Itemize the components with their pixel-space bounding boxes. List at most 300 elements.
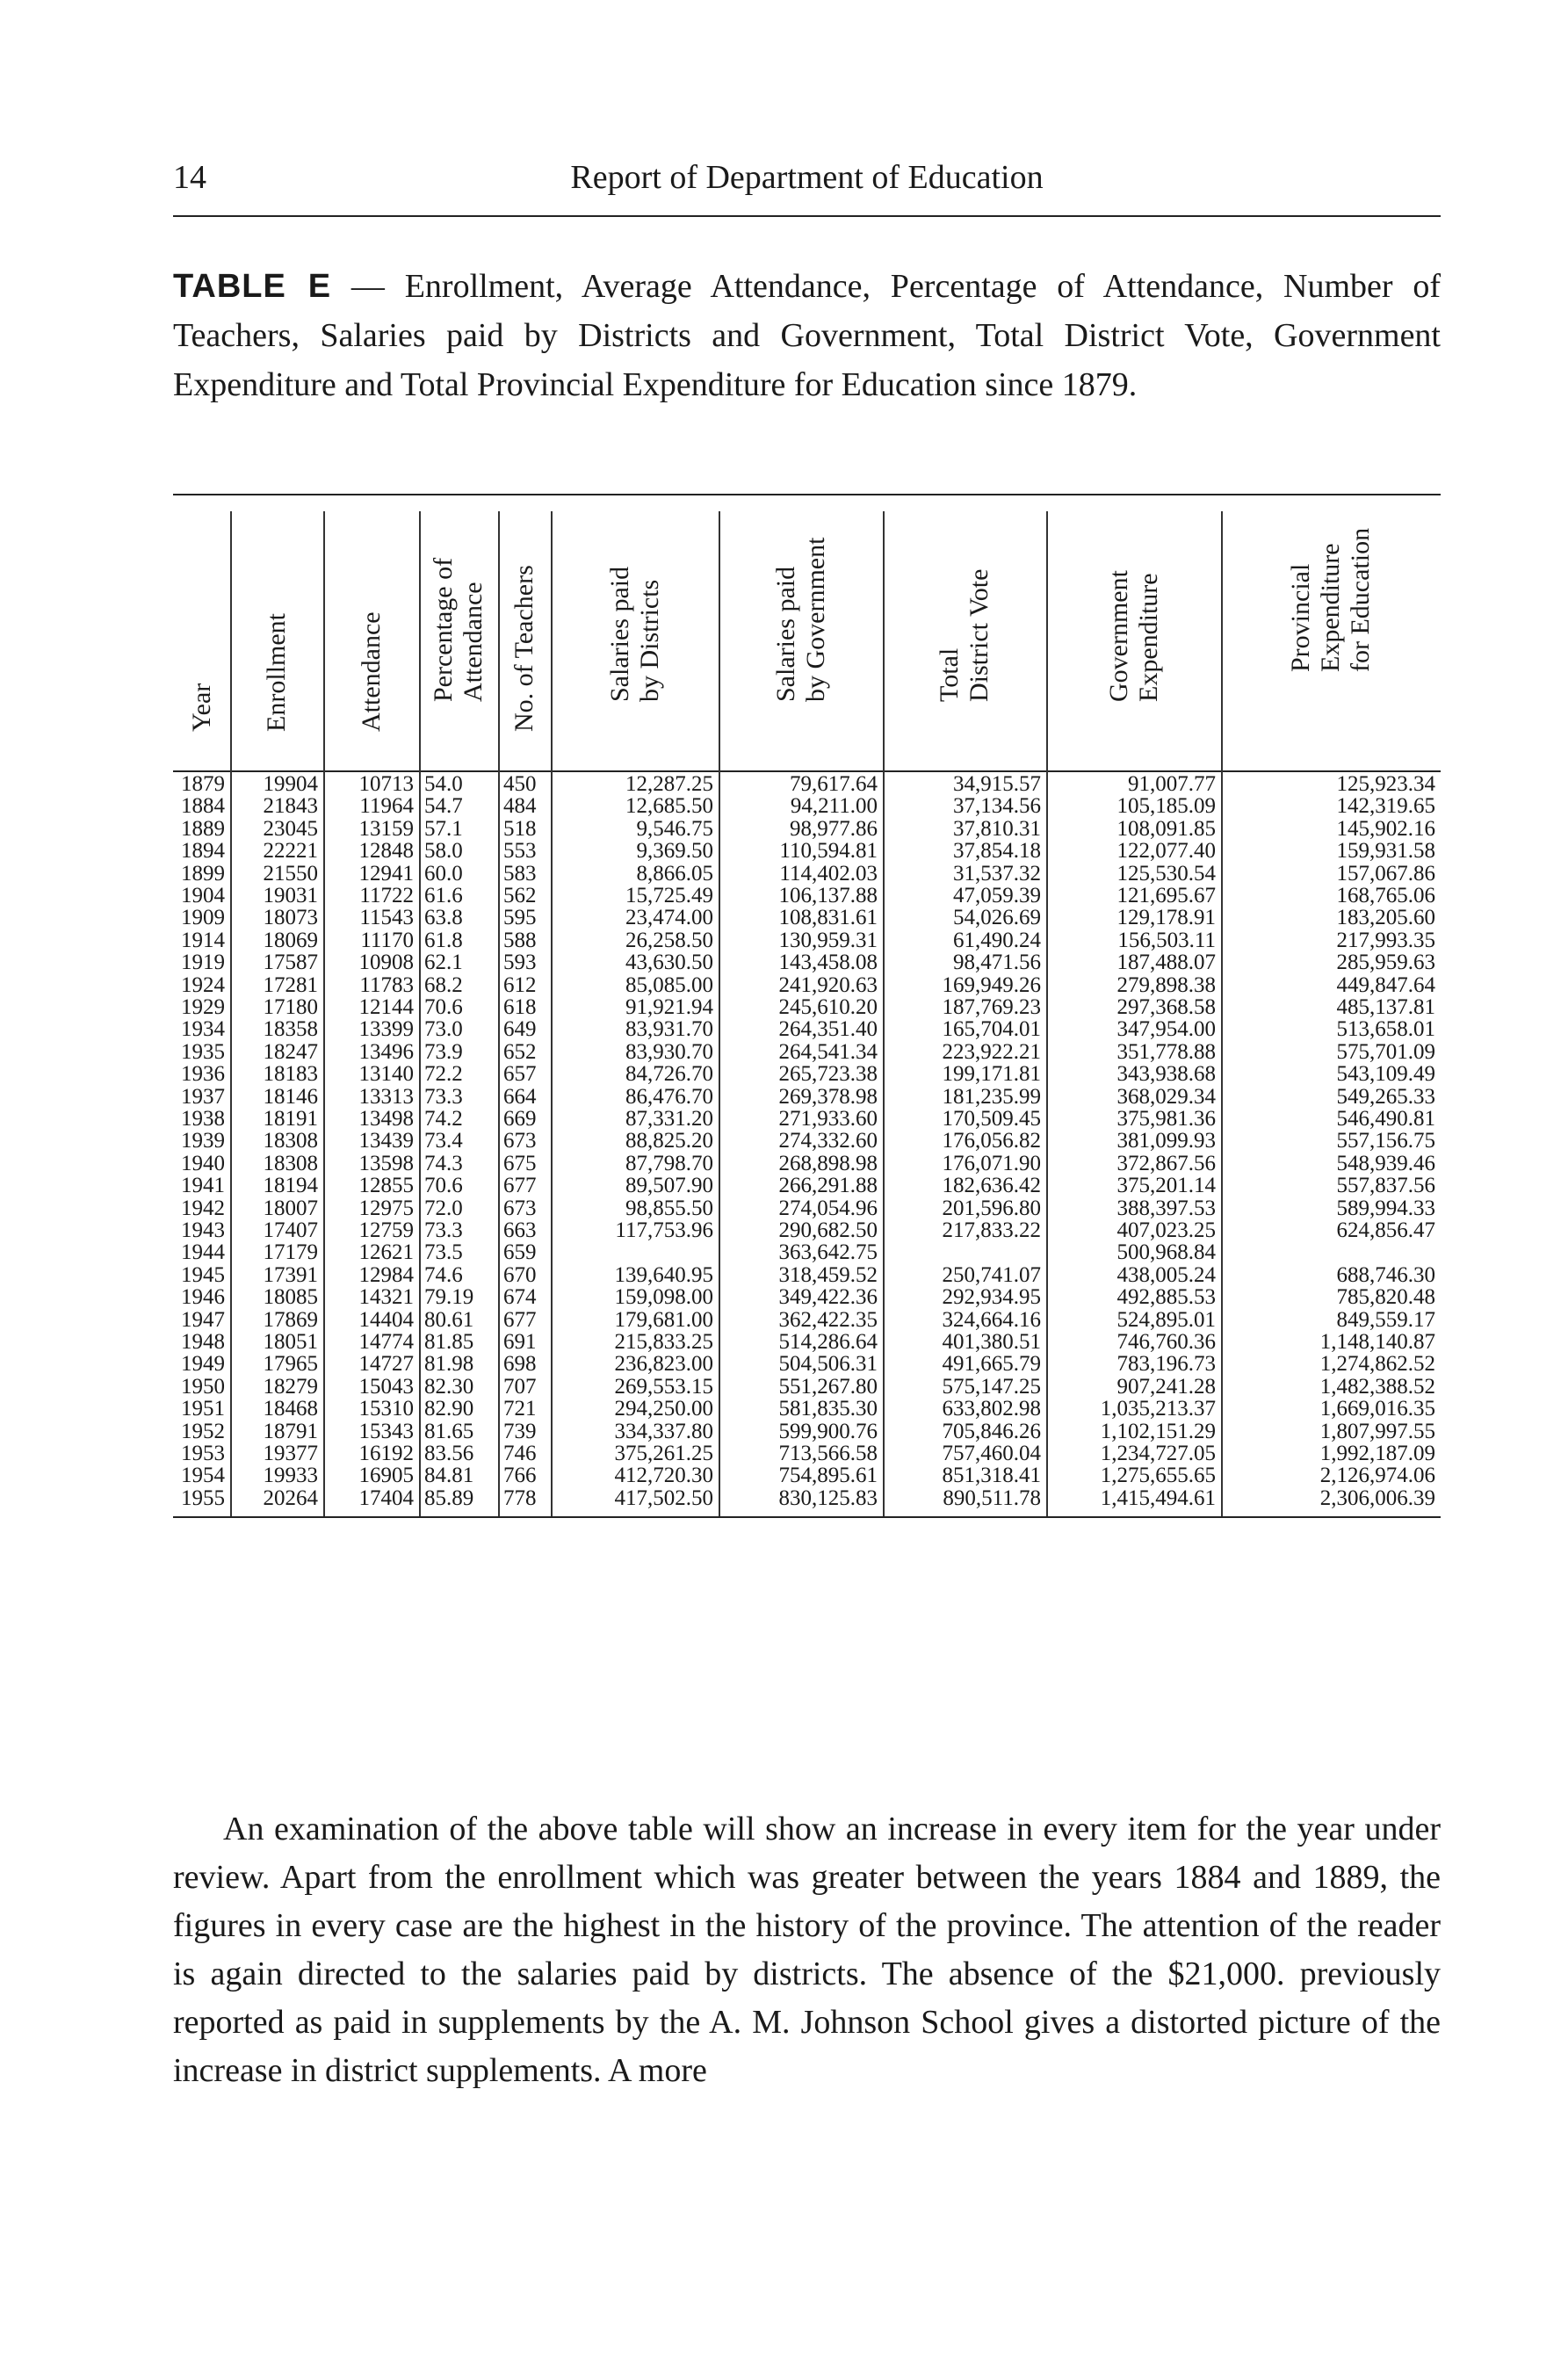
table-cell: 16905: [358, 1464, 414, 1488]
table-cell: 70.6: [424, 1174, 463, 1198]
table-cell: 236,823.00: [614, 1352, 713, 1377]
table-cell: 62.1: [424, 951, 463, 975]
table-cell: 698: [503, 1352, 537, 1377]
table-cell: 57.1: [424, 816, 463, 841]
table-cell: 657: [503, 1062, 537, 1087]
table-cell: 624,856.47: [1336, 1218, 1435, 1242]
column-header-label: No. of Teachers: [509, 565, 538, 732]
table-cell: 9,546.75: [636, 816, 713, 841]
table-cell: 739: [503, 1419, 537, 1443]
table-cell: 83,931.70: [625, 1017, 713, 1042]
table-cell: 11722: [359, 884, 414, 907]
table-cell: 368,029.34: [1116, 1084, 1216, 1109]
table-row: [173, 1086, 1441, 1108]
table-cell: 1939: [181, 1129, 225, 1153]
table-cell: 61,490.24: [953, 928, 1041, 952]
table-cell: 11543: [359, 906, 414, 930]
table-cell: 633,802.98: [942, 1397, 1041, 1421]
table-cell: 18279: [263, 1374, 318, 1399]
table-cell: 17869: [263, 1307, 318, 1332]
table-cell: 347,954.00: [1116, 1017, 1216, 1042]
table-cell: 1942: [181, 1196, 225, 1220]
table-cell: 61.6: [424, 884, 463, 907]
table-cell: 18308: [263, 1129, 318, 1153]
table-cell: 23045: [263, 816, 318, 841]
table-cell: 125,530.54: [1116, 861, 1216, 886]
column-header-label: Year: [186, 683, 216, 732]
table-row: [173, 907, 1441, 929]
table-row: [173, 996, 1441, 1018]
table-cell: 43,630.50: [625, 951, 713, 975]
table-cell: 10713: [358, 772, 414, 796]
table-cell: 12848: [358, 839, 414, 864]
table-cell: 688,746.30: [1336, 1262, 1435, 1287]
table-cell: 549,265.33: [1336, 1084, 1435, 1109]
table-cell: 217,833.22: [942, 1218, 1041, 1242]
table-cell: 375,981.36: [1116, 1107, 1216, 1131]
table-cell: 785,820.48: [1336, 1285, 1435, 1310]
table-cell: 16192: [358, 1442, 414, 1465]
table-cell: 438,005.24: [1116, 1262, 1216, 1287]
table-cell: 1944: [181, 1240, 225, 1265]
table-cell: 266,291.88: [778, 1174, 878, 1198]
table-cell: 108,831.61: [778, 906, 878, 930]
table-cell: 245,610.20: [778, 995, 878, 1019]
table-cell: 1950: [181, 1374, 225, 1399]
table-cell: 757,460.04: [942, 1442, 1041, 1465]
table-row: [173, 1041, 1441, 1063]
table-cell: 599,900.76: [778, 1419, 878, 1443]
table-cell: 74.6: [424, 1262, 463, 1287]
table-cell: 1935: [181, 1039, 225, 1064]
table-cell: 13498: [358, 1107, 414, 1131]
table-cell: 80.61: [424, 1307, 474, 1332]
table-cell: 274,054.96: [778, 1196, 878, 1220]
table-cell: 130,959.31: [778, 928, 878, 952]
table-cell: 15343: [358, 1419, 414, 1443]
table-cell: 721: [503, 1397, 537, 1421]
table-cell: 117,753.96: [615, 1218, 713, 1242]
column-header-label: Provincial Expenditure for Education: [1286, 527, 1375, 672]
table-cell: 22221: [263, 839, 318, 864]
table-cell: 82.90: [424, 1397, 474, 1421]
table-row: [173, 840, 1441, 862]
table-cell: 169,949.26: [942, 972, 1041, 997]
table-cell: 13496: [358, 1039, 414, 1064]
table-cell: 19031: [263, 884, 318, 907]
table-cell: 849,559.17: [1336, 1307, 1435, 1332]
table-cell: 125,923.34: [1336, 772, 1435, 796]
table-cell: 1936: [181, 1062, 225, 1087]
table-cell: 19377: [263, 1442, 318, 1465]
column-header: [1221, 497, 1441, 762]
table-cell: 851,318.41: [942, 1464, 1041, 1488]
table-cell: 659: [503, 1240, 537, 1265]
table-cell: 12855: [358, 1174, 414, 1198]
table-cell: 85.89: [424, 1486, 474, 1510]
table-cell: 15,725.49: [625, 884, 713, 907]
table-cell: 1945: [181, 1262, 225, 1287]
table-cell: 187,488.07: [1116, 951, 1216, 975]
column-header: [419, 497, 498, 762]
column-header-label: Percentage of Attendance: [429, 557, 488, 702]
table-cell: 73.5: [424, 1240, 463, 1265]
table-cell: 129,178.91: [1116, 906, 1216, 930]
table-row: [173, 1398, 1441, 1420]
table-cell: 1914: [181, 928, 225, 952]
table-cell: 8,866.05: [636, 861, 713, 886]
table-cell: 241,920.63: [778, 972, 878, 997]
table-cell: 31,537.32: [953, 861, 1041, 886]
table-cell: 1952: [181, 1419, 225, 1443]
table-cell: 17407: [263, 1218, 318, 1242]
table-cell: 669: [503, 1107, 537, 1131]
table-cell: 61.8: [424, 928, 463, 952]
table-cell: 98,855.50: [625, 1196, 713, 1220]
table-cell: 182,636.42: [942, 1174, 1041, 1198]
column-header: [323, 497, 419, 762]
table-cell: 1,035,213.37: [1100, 1397, 1216, 1421]
table-cell: 54,026.69: [953, 906, 1041, 930]
table-cell: 98,977.86: [790, 816, 878, 841]
table-cell: 589,994.33: [1336, 1196, 1435, 1220]
table-cell: 82.30: [424, 1374, 474, 1399]
table-cell: 87,331.20: [625, 1107, 713, 1131]
table-row: [173, 1309, 1441, 1331]
table-cell: 1884: [181, 794, 225, 819]
table-cell: 1934: [181, 1017, 225, 1042]
table-cell: 37,134.56: [953, 794, 1041, 819]
table-cell: 546,490.81: [1336, 1107, 1435, 1131]
table-cell: 139,640.95: [614, 1262, 713, 1287]
table-cell: 362,422.35: [778, 1307, 878, 1332]
table-cell: 19904: [263, 772, 318, 796]
table-cell: 417,502.50: [614, 1486, 713, 1510]
table-cell: 157,067.86: [1336, 861, 1435, 886]
table-cell: 83.56: [424, 1442, 474, 1465]
table-cell: 89,507.90: [625, 1174, 713, 1198]
table-cell: 1948: [181, 1330, 225, 1354]
header-rule: [173, 215, 1441, 217]
table-cell: 349,422.36: [778, 1285, 878, 1310]
table-cell: 181,235.99: [942, 1084, 1041, 1109]
table-cell: 401,380.51: [942, 1330, 1041, 1354]
table-cell: 264,351.40: [778, 1017, 878, 1042]
table-cell: 677: [503, 1307, 537, 1332]
table-cell: 121,695.67: [1116, 884, 1216, 907]
table-cell: 265,723.38: [778, 1062, 878, 1087]
table-cell: 274,332.60: [778, 1129, 878, 1153]
table-cell: 145,902.16: [1336, 816, 1435, 841]
table-cell: 1,234,727.05: [1100, 1442, 1216, 1465]
table-cell: 1,807,997.55: [1319, 1419, 1435, 1443]
table-cell: 1,669,016.35: [1319, 1397, 1435, 1421]
table-cell: 1909: [181, 906, 225, 930]
table-row: [173, 1219, 1441, 1241]
body-paragraph: An examination of the above table will show an increase in every item for the year under review. Apart from the enrollment which was greater between the years 1884 and 1889, the figures in every case are the highest in the history of the province. The attention of the reader is again directed to the salaries paid by districts. The absence of the $21,000. previously reported as paid in supplements by the A. M. Johnson School gives a distorted picture of the increase in district supplements. A more: [173, 1811, 1441, 2089]
table-row: [173, 863, 1441, 885]
table-cell: 557,837.56: [1336, 1174, 1435, 1198]
table-cell: 11783: [359, 972, 414, 997]
table-cell: 1,148,140.87: [1319, 1330, 1435, 1354]
table-cell: 179,681.00: [614, 1307, 713, 1332]
table-cell: 334,337.80: [614, 1419, 713, 1443]
table-cell: 381,099.93: [1116, 1129, 1216, 1153]
table-cell: 677: [503, 1174, 537, 1198]
table-cell: 649: [503, 1017, 537, 1042]
column-header: [1046, 497, 1221, 762]
table-row: [173, 1353, 1441, 1375]
table-cell: 176,056.82: [942, 1129, 1041, 1153]
table-cell: 165,704.01: [942, 1017, 1041, 1042]
table-cell: 20264: [263, 1486, 318, 1510]
table-cell: 1953: [181, 1442, 225, 1465]
column-header: [173, 497, 230, 762]
column-header-label: Salaries paid by Government: [770, 537, 830, 702]
table-row: [173, 1130, 1441, 1152]
table-row: [173, 974, 1441, 996]
table-cell: 91,007.77: [1128, 772, 1216, 796]
table-cell: 18085: [263, 1285, 318, 1310]
table-cell: 79.19: [424, 1285, 474, 1310]
table-cell: 783,196.73: [1116, 1352, 1216, 1377]
table-cell: 1946: [181, 1285, 225, 1310]
table-cell: 54.7: [424, 794, 463, 819]
table-cell: 713,566.58: [778, 1442, 878, 1465]
table-cell: 1,275,655.65: [1100, 1464, 1216, 1488]
table-cell: 1937: [181, 1084, 225, 1109]
page-header: [173, 158, 1441, 207]
table-cell: 106,137.88: [778, 884, 878, 907]
table-cell: 1951: [181, 1397, 225, 1421]
table-cell: 156,503.11: [1117, 928, 1216, 952]
table-cell: 142,319.65: [1336, 794, 1435, 819]
table-cell: 159,931.58: [1336, 839, 1435, 864]
table-cell: 34,915.57: [953, 772, 1041, 796]
table-cell: 72.0: [424, 1196, 463, 1220]
table-cell: 9,369.50: [636, 839, 713, 864]
table-cell: 269,553.15: [614, 1374, 713, 1399]
table-cell: 271,933.60: [778, 1107, 878, 1131]
column-header-label: Attendance: [356, 611, 386, 732]
table-cell: 217,993.35: [1336, 928, 1435, 952]
column-header-label: Total District Vote: [935, 568, 994, 702]
caption-text: Enrollment, Average Attendance, Percentage of Attendance, Number of Teachers, Salaries paid by Districts and Government, Total District Vote, Government Expenditure and Total Provincial Expenditure for Education since 1879.: [173, 268, 1442, 403]
table-cell: 108,091.85: [1116, 816, 1216, 841]
table-cell: 14404: [358, 1307, 414, 1332]
table-cell: 74.2: [424, 1107, 463, 1131]
table-cell: 500,968.84: [1116, 1240, 1216, 1265]
table-cell: 13439: [358, 1129, 414, 1153]
table-cell: 1904: [181, 884, 225, 907]
table-cell: 68.2: [424, 972, 463, 997]
table-cell: 70.6: [424, 995, 463, 1019]
table-cell: 1938: [181, 1107, 225, 1131]
table-cell: 670: [503, 1262, 537, 1287]
table-cell: 543,109.49: [1336, 1062, 1435, 1087]
table-cell: 17180: [263, 995, 318, 1019]
table-cell: 1,992,187.09: [1319, 1442, 1435, 1465]
table-cell: 1924: [181, 972, 225, 997]
table-row: [173, 1331, 1441, 1353]
table-cell: 830,125.83: [778, 1486, 878, 1510]
table-cell: 18247: [263, 1039, 318, 1064]
table-row: [173, 1464, 1441, 1486]
table-cell: 1954: [181, 1464, 225, 1488]
table-cell: 2,126,974.06: [1319, 1464, 1435, 1488]
table-cell: 17965: [263, 1352, 318, 1377]
table-cell: 13140: [358, 1062, 414, 1087]
table-row: [173, 1175, 1441, 1196]
table-cell: 279,898.38: [1116, 972, 1216, 997]
column-header-label: Salaries paid by Districts: [604, 566, 664, 702]
table-cell: 13313: [358, 1084, 414, 1109]
table-cell: 199,171.81: [942, 1062, 1041, 1087]
column-header-label: Enrollment: [262, 613, 291, 732]
table-cell: 575,701.09: [1336, 1039, 1435, 1064]
table-cell: 375,261.25: [614, 1442, 713, 1465]
table-row: [173, 929, 1441, 951]
table-cell: 14774: [358, 1330, 414, 1354]
column-header: [883, 497, 1046, 762]
table-cell: 324,664.16: [942, 1307, 1041, 1332]
table-cell: 705,846.26: [942, 1419, 1041, 1443]
table-cell: 1899: [181, 861, 225, 886]
table-cell: 294,250.00: [614, 1397, 713, 1421]
table-cell: 318,459.52: [778, 1262, 878, 1287]
table-cell: 1943: [181, 1218, 225, 1242]
table-cell: 23,474.00: [625, 906, 713, 930]
table-cell: 675: [503, 1151, 537, 1175]
table-cell: 707: [503, 1374, 537, 1399]
table-cell: 143,458.08: [778, 951, 878, 975]
table-cell: 754,895.61: [778, 1464, 878, 1488]
table-row: [173, 1063, 1441, 1085]
table-cell: 17179: [263, 1240, 318, 1265]
table-cell: 37,810.31: [953, 816, 1041, 841]
column-header: [230, 497, 323, 762]
table-cell: 88,825.20: [625, 1129, 713, 1153]
table-bottom-rule: [173, 1516, 1441, 1518]
table-cell: 19933: [263, 1464, 318, 1488]
table-cell: 17281: [263, 972, 318, 997]
table-cell: 292,934.95: [942, 1285, 1041, 1310]
table-row: [173, 1018, 1441, 1040]
table-row: [173, 1421, 1441, 1442]
table-cell: 491,665.79: [942, 1352, 1041, 1377]
table-cell: 663: [503, 1218, 537, 1242]
table-cell: 575,147.25: [942, 1374, 1041, 1399]
table-cell: 201,596.80: [942, 1196, 1041, 1220]
table-cell: 449,847.64: [1336, 972, 1435, 997]
table-row: [173, 1442, 1441, 1464]
table-cell: 363,642.75: [778, 1240, 878, 1265]
table-cell: 73.3: [424, 1218, 463, 1242]
table-cell: 12759: [358, 1218, 414, 1242]
table-cell: 81.98: [424, 1352, 474, 1377]
table-label: TABLE E: [173, 268, 332, 305]
table-cell: 766: [503, 1464, 537, 1488]
table-caption: [173, 262, 1441, 409]
table-cell: 72.2: [424, 1062, 463, 1087]
table-cell: 618: [503, 995, 537, 1019]
table-cell: 285,959.63: [1336, 951, 1435, 975]
table-cell: 37,854.18: [953, 839, 1041, 864]
table-cell: 215,833.25: [614, 1330, 713, 1354]
table-cell: 73.9: [424, 1039, 463, 1064]
table-cell: 1,274,862.52: [1319, 1352, 1435, 1377]
table-cell: 15310: [358, 1397, 414, 1421]
table-cell: 372,867.56: [1116, 1151, 1216, 1175]
body-text: [173, 1805, 1441, 2095]
table-cell: 1889: [181, 816, 225, 841]
table-cell: 13598: [358, 1151, 414, 1175]
table-cell: 15043: [358, 1374, 414, 1399]
table-cell: 18191: [263, 1107, 318, 1131]
table-row: [173, 1487, 1441, 1509]
table-row: [173, 1264, 1441, 1286]
table-cell: 73.0: [424, 1017, 463, 1042]
table-row: [173, 773, 1441, 795]
table-row: [173, 951, 1441, 973]
table-cell: 485,137.81: [1336, 995, 1435, 1019]
table-cell: 13159: [358, 816, 414, 841]
table-cell: 652: [503, 1039, 537, 1064]
table-cell: 595: [503, 906, 537, 930]
table-cell: 47,059.39: [953, 884, 1041, 907]
table-cell: 183,205.60: [1336, 906, 1435, 930]
table-cell: 73.4: [424, 1129, 463, 1153]
table-row: [173, 1197, 1441, 1219]
table-cell: 54.0: [424, 772, 463, 796]
table-cell: 890,511.78: [943, 1486, 1041, 1510]
table-cell: 1,415,494.61: [1100, 1486, 1216, 1510]
table-cell: 1894: [181, 839, 225, 864]
table-cell: 12,287.25: [625, 772, 713, 796]
table-cell: 168,765.06: [1336, 884, 1435, 907]
table-cell: 674: [503, 1285, 537, 1310]
table-cell: 159,098.00: [614, 1285, 713, 1310]
table-cell: 673: [503, 1196, 537, 1220]
table-cell: 10908: [358, 951, 414, 975]
table-cell: 1949: [181, 1352, 225, 1377]
table-cell: 87,798.70: [625, 1151, 713, 1175]
table-row: [173, 795, 1441, 817]
table-cell: 18073: [263, 906, 318, 930]
table-cell: 18308: [263, 1151, 318, 1175]
table-cell: 18146: [263, 1084, 318, 1109]
table-cell: 18051: [263, 1330, 318, 1354]
table-cell: 12975: [358, 1196, 414, 1220]
table-cell: 85,085.00: [625, 972, 713, 997]
table-cell: 18183: [263, 1062, 318, 1087]
table-cell: 269,378.98: [778, 1084, 878, 1109]
table-cell: 514,286.64: [778, 1330, 878, 1354]
table-cell: 746: [503, 1442, 537, 1465]
table-cell: 1955: [181, 1486, 225, 1510]
table-cell: 94,211.00: [790, 794, 878, 819]
table-cell: 187,769.23: [942, 995, 1041, 1019]
table-cell: 518: [503, 816, 537, 841]
table-cell: 84.81: [424, 1464, 474, 1488]
table-cell: 351,778.88: [1116, 1039, 1216, 1064]
table-cell: 664: [503, 1084, 537, 1109]
table-cell: 18791: [263, 1419, 318, 1443]
table-cell: 1929: [181, 995, 225, 1019]
table-cell: 63.8: [424, 906, 463, 930]
table-cell: 21550: [263, 861, 318, 886]
table-cell: 11170: [360, 928, 414, 952]
